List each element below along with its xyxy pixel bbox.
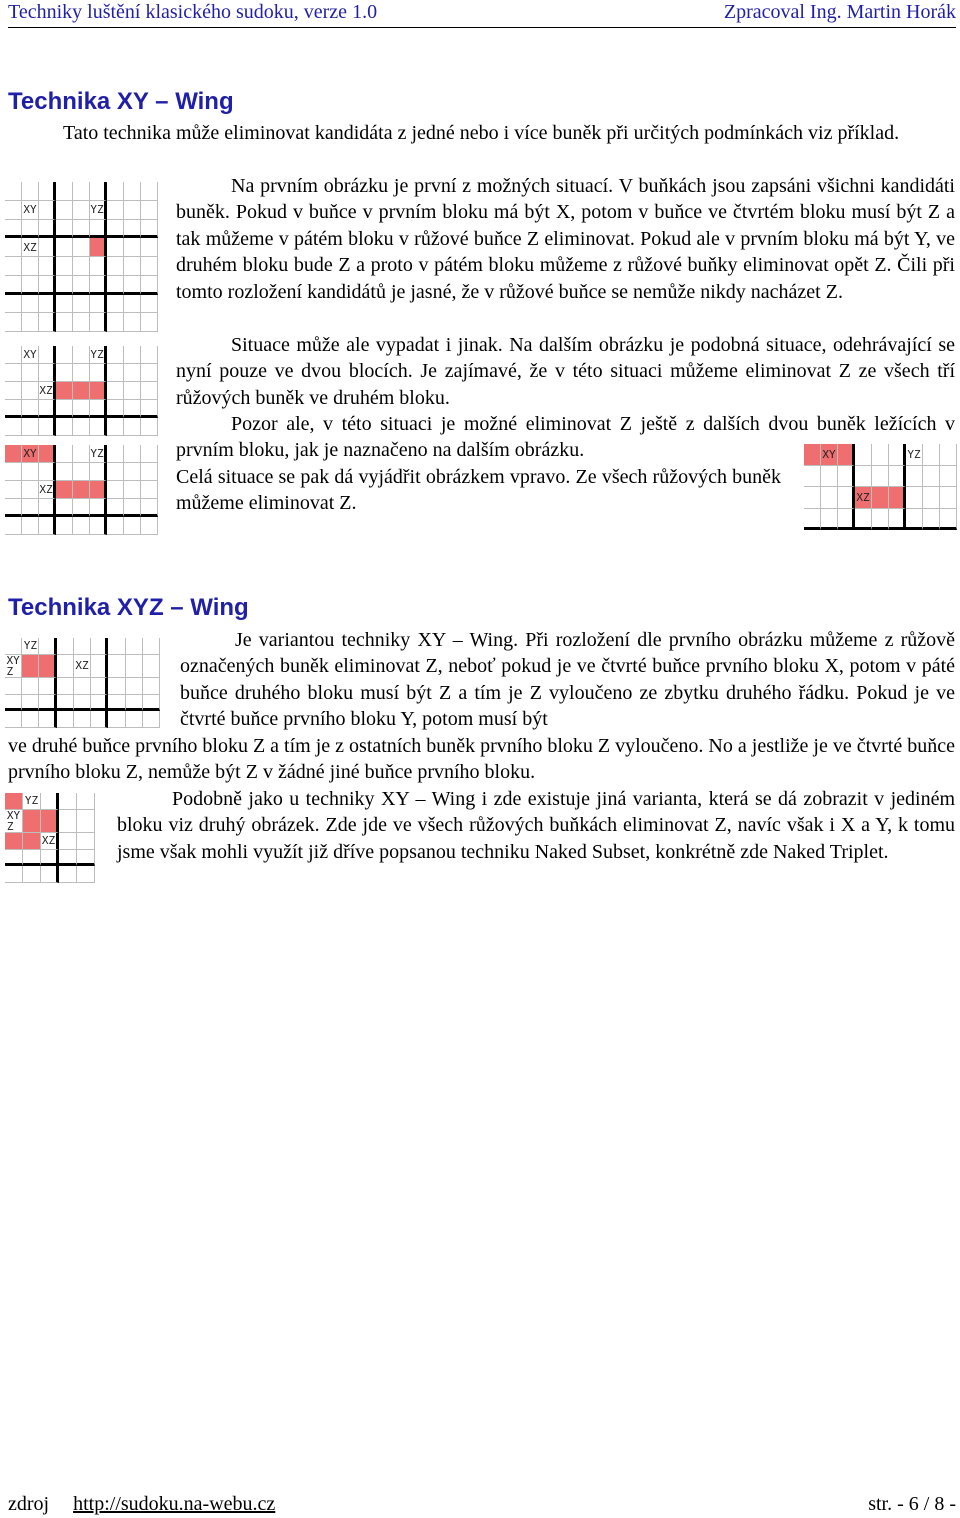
xyz-wing-paragraph-1a: Je variantou techniky XY – Wing. Při rozložení dle prvního obrázku můžeme z růžově označených buněk eliminovat Z, neboť pokud je ve čtvrté buňce prvního bloku X, potom v páté buňce druhého bloku musí být Z a tím je Z vyloučeno ze zbytku druhého řádku. Pokud je ve čtvrté buňce prvního bloku Y, potom musí být (180, 629, 955, 731)
grid-cell (906, 509, 923, 531)
grid-cell (90, 220, 107, 239)
grid-cell (143, 638, 160, 655)
grid-cell (59, 833, 77, 850)
grid-cell (91, 711, 108, 728)
grid-cell (141, 463, 158, 481)
grid-cell (124, 445, 141, 463)
grid-cell (124, 182, 141, 201)
grid-cell (5, 400, 22, 418)
grid-cell (22, 295, 39, 314)
grid-cell (39, 463, 56, 481)
grid-cell (77, 833, 95, 850)
grid-cell (141, 445, 158, 463)
grid-cell (940, 509, 957, 531)
grid-cell (838, 487, 855, 509)
grid-cell (90, 418, 107, 436)
grid-cell (39, 182, 56, 201)
grid-cell (855, 466, 872, 488)
highlighted-cell (39, 445, 56, 463)
grid-cell (906, 487, 923, 509)
grid-cell (41, 866, 59, 883)
grid-cell (57, 695, 74, 712)
grid-cell (906, 466, 923, 488)
grid-cell (59, 850, 77, 867)
sudoku-grid (5, 182, 158, 332)
grid-cell (5, 382, 22, 400)
grid-cell (39, 346, 56, 364)
grid-cell (141, 201, 158, 220)
grid-cell (124, 400, 141, 418)
grid-cell (804, 509, 821, 531)
highlighted-cell (90, 481, 107, 499)
grid-cell (141, 295, 158, 314)
grid-cell (59, 866, 77, 883)
grid-cell (73, 238, 90, 257)
grid-cell (77, 810, 95, 833)
grid-cell (5, 238, 22, 257)
sudoku-grid (5, 793, 95, 883)
grid-cell (56, 238, 73, 257)
grid-cell (108, 638, 125, 655)
grid-cell (5, 638, 22, 655)
grid-cell (56, 364, 73, 382)
grid-cell (91, 695, 108, 712)
grid-cell (108, 695, 125, 712)
grid-cell (821, 466, 838, 488)
grid-cell (5, 463, 22, 481)
grid-cell (73, 346, 90, 364)
grid-cell (923, 466, 940, 488)
grid-cell (73, 182, 90, 201)
grid-cell (124, 220, 141, 239)
grid-cell (56, 517, 73, 535)
grid-cell (39, 364, 56, 382)
header-author: Zpracoval Ing. Martin Horák (723, 1, 956, 23)
grid-cell (107, 481, 124, 499)
highlighted-cell (90, 382, 107, 400)
grid-cell (22, 400, 39, 418)
grid-cell (141, 276, 158, 295)
grid-cell (855, 509, 872, 531)
grid-cell (124, 257, 141, 276)
grid-cell (39, 695, 56, 712)
grid-cell (22, 499, 39, 517)
grid-cell (141, 182, 158, 201)
grid-cell (124, 463, 141, 481)
grid-cell (108, 711, 125, 728)
grid-cell (107, 463, 124, 481)
grid-cell (5, 313, 22, 332)
grid-cell (39, 711, 56, 728)
grid-cell (923, 509, 940, 531)
grid-cell (940, 487, 957, 509)
grid-cell (107, 220, 124, 239)
candidate-cell: YZ (90, 445, 107, 463)
grid-cell (141, 313, 158, 332)
candidate-cell: XY Z (5, 655, 22, 678)
grid-cell (91, 678, 108, 695)
highlighted-cell (23, 810, 41, 833)
grid-cell (124, 295, 141, 314)
candidate-cell: YZ (90, 346, 107, 364)
grid-cell (39, 276, 56, 295)
highlighted-cell (41, 810, 59, 833)
grid-cell (73, 517, 90, 535)
highlighted-cell (5, 793, 23, 810)
grid-cell (73, 295, 90, 314)
grid-cell (872, 466, 889, 488)
grid-cell (77, 793, 95, 810)
grid-cell (124, 238, 141, 257)
xyz-wing-paragraph-1b: ve druhé buňce prvního bloku Z a tím je z ostatních buněk prvního bloku Z vyloučeno. No a jestliže je ve čtvrté buňce prvního bloku Z, nemůže být Z v žádné jiné buňce prvního bloku. (8, 735, 955, 784)
grid-cell (107, 517, 124, 535)
sudoku-grid (5, 445, 158, 535)
grid-cell (39, 418, 56, 436)
grid-cell (5, 695, 22, 712)
grid-cell (90, 313, 107, 332)
grid-cell (838, 509, 855, 531)
grid-cell (5, 418, 22, 436)
grid-cell (143, 678, 160, 695)
grid-cell (56, 445, 73, 463)
grid-cell (56, 400, 73, 418)
grid-cell (107, 346, 124, 364)
candidate-cell: XY (22, 346, 39, 364)
grid-cell (74, 711, 91, 728)
grid-cell (124, 418, 141, 436)
grid-cell (91, 638, 108, 655)
grid-cell (56, 463, 73, 481)
grid-cell (59, 793, 77, 810)
candidate-cell: XY (22, 201, 39, 220)
sudoku-grid (5, 638, 160, 728)
footer-page-number: str. - 6 / 8 - (868, 1493, 956, 1515)
grid-cell (22, 517, 39, 535)
grid-cell (90, 400, 107, 418)
grid-cell (141, 238, 158, 257)
grid-cell (5, 182, 22, 201)
grid-cell (141, 382, 158, 400)
grid-cell (126, 655, 143, 678)
grid-cell (124, 499, 141, 517)
grid-cell (107, 382, 124, 400)
grid-cell (56, 257, 73, 276)
grid-cell (73, 276, 90, 295)
grid-cell (56, 418, 73, 436)
grid-cell (5, 678, 22, 695)
highlighted-cell (22, 655, 39, 678)
grid-cell (23, 866, 41, 883)
grid-cell (141, 220, 158, 239)
grid-cell (126, 638, 143, 655)
grid-cell (77, 850, 95, 867)
grid-cell (940, 466, 957, 488)
grid-cell (108, 655, 125, 678)
grid-cell (57, 711, 74, 728)
grid-cell (141, 499, 158, 517)
grid-cell (39, 313, 56, 332)
grid-cell (73, 445, 90, 463)
highlighted-cell (56, 382, 73, 400)
grid-cell (143, 711, 160, 728)
candidate-cell: XY (821, 444, 838, 466)
grid-cell (74, 695, 91, 712)
grid-cell (73, 364, 90, 382)
grid-cell (107, 182, 124, 201)
grid-cell (124, 481, 141, 499)
grid-cell (107, 238, 124, 257)
grid-cell (74, 638, 91, 655)
grid-cell (5, 364, 22, 382)
xy-wing-paragraph-2: Na prvním obrázku je první z možných situací. V buňkách jsou zapsáni všichni kandidáti buněk. Pokud v buňce v prvním bloku má být X, potom v buňce ve čtvrtém bloku musí být Z a tak můžeme v pátém bloku v růžové buňce Z eliminovat. Pokud ale v prvním bloku má být Y, ve druhém bloku bude Z a proto v pátém bloku můžeme z růžové buňky eliminovat opět Z. Čili při tomto rozložení kandidátů je jasné, že v růžové buňce se nemůže nikdy nacházet Z. (176, 175, 955, 303)
grid-cell (91, 655, 108, 678)
grid-cell (5, 711, 22, 728)
grid-cell (5, 257, 22, 276)
candidate-cell: YZ (23, 793, 41, 810)
grid-cell (804, 487, 821, 509)
sudoku-grid (5, 346, 158, 436)
grid-cell (889, 466, 906, 488)
grid-cell (73, 257, 90, 276)
xy-wing-paragraph-4: Pozor ale, v této situaci je možné eliminovat Z ještě z dalších dvou buněk ležících v prvním bloku, jak je naznačeno na dalším obrázku. (176, 413, 955, 462)
grid-cell (22, 364, 39, 382)
grid-cell (56, 220, 73, 239)
highlighted-cell (23, 833, 41, 850)
grid-cell (22, 678, 39, 695)
grid-cell (5, 866, 23, 883)
highlighted-cell (5, 833, 23, 850)
grid-cell (107, 445, 124, 463)
grid-cell (39, 220, 56, 239)
grid-cell (5, 220, 22, 239)
grid-cell (22, 276, 39, 295)
footer-source-label: zdroj (8, 1493, 50, 1515)
grid-cell (73, 418, 90, 436)
section-title-xy-wing: Technika XY – Wing (8, 88, 234, 115)
grid-cell (124, 346, 141, 364)
grid-cell (923, 487, 940, 509)
highlighted-cell (56, 481, 73, 499)
candidate-cell: XZ (855, 487, 872, 509)
grid-cell (57, 655, 74, 678)
grid-cell (5, 295, 22, 314)
grid-cell (56, 346, 73, 364)
grid-cell (141, 418, 158, 436)
grid-cell (22, 313, 39, 332)
xy-wing-paragraph-5: Celá situace se pak dá vyjádřit obrázkem vpravo. Ze všech růžových buněk můžeme eliminovat Z. (176, 466, 781, 515)
candidate-cell: XZ (41, 833, 59, 850)
grid-cell (90, 463, 107, 481)
highlighted-cell (90, 238, 107, 257)
footer-source-link[interactable]: http://sudoku.na-webu.cz (73, 1493, 276, 1515)
grid-cell (57, 678, 74, 695)
highlighted-cell (889, 487, 906, 509)
grid-cell (41, 793, 59, 810)
grid-cell (838, 466, 855, 488)
grid-cell (22, 382, 39, 400)
page-footer (8, 1492, 956, 1516)
highlighted-cell (73, 481, 90, 499)
grid-cell (804, 466, 821, 488)
grid-cell (5, 499, 22, 517)
grid-cell (22, 481, 39, 499)
grid-cell (39, 678, 56, 695)
grid-cell (107, 257, 124, 276)
grid-cell (141, 400, 158, 418)
grid-cell (90, 295, 107, 314)
xyz-wing-paragraph-2: Podobně jako u techniky XY – Wing i zde existuje jiná varianta, která se dá zobrazit v jediném bloku viz druhý obrázek. Zde jde ve všech růžových buňkách eliminovat Z, navíc však i X a Y, k tomu jsme však mohli využít již dříve popsanou techniku Naked Subset, konkrétně zde Naked Triplet. (117, 788, 955, 863)
grid-cell (22, 463, 39, 481)
candidate-cell: YZ (906, 444, 923, 466)
grid-cell (141, 517, 158, 535)
grid-cell (107, 313, 124, 332)
grid-cell (107, 201, 124, 220)
grid-cell (56, 313, 73, 332)
grid-cell (90, 257, 107, 276)
grid-cell (73, 499, 90, 517)
grid-cell (107, 295, 124, 314)
grid-cell (90, 517, 107, 535)
grid-cell (90, 182, 107, 201)
grid-cell (22, 418, 39, 436)
grid-cell (22, 695, 39, 712)
grid-cell (39, 638, 56, 655)
grid-cell (56, 499, 73, 517)
section-title-xyz-wing: Technika XYZ – Wing (8, 594, 249, 621)
grid-cell (108, 678, 125, 695)
grid-cell (39, 499, 56, 517)
grid-cell (23, 850, 41, 867)
grid-cell (77, 866, 95, 883)
candidate-cell: YZ (22, 638, 39, 655)
grid-cell (5, 201, 22, 220)
candidate-cell: XZ (22, 238, 39, 257)
highlighted-cell (73, 382, 90, 400)
candidate-cell: XY (22, 445, 39, 463)
grid-cell (124, 364, 141, 382)
grid-cell (39, 295, 56, 314)
grid-cell (57, 638, 74, 655)
grid-cell (107, 276, 124, 295)
grid-cell (5, 850, 23, 867)
header-document-title: Techniky luštění klasického sudoku, verze 1.0 (8, 1, 378, 23)
header-rule (8, 27, 956, 28)
grid-cell (124, 201, 141, 220)
grid-cell (56, 201, 73, 220)
page-header (8, 0, 956, 24)
grid-cell (90, 364, 107, 382)
grid-cell (39, 257, 56, 276)
candidate-cell: XZ (74, 655, 91, 678)
grid-cell (39, 201, 56, 220)
grid-cell (39, 400, 56, 418)
grid-cell (90, 499, 107, 517)
xy-wing-intro-paragraph: Tato technika může eliminovat kandidáta z jedné nebo i více buněk při určitých podmínkách viz příklad. (63, 122, 900, 144)
grid-cell (39, 238, 56, 257)
candidate-cell: XZ (39, 481, 56, 499)
grid-cell (821, 509, 838, 531)
grid-cell (124, 276, 141, 295)
grid-cell (22, 220, 39, 239)
grid-cell (124, 517, 141, 535)
grid-cell (59, 810, 77, 833)
highlighted-cell (872, 487, 889, 509)
grid-cell (126, 678, 143, 695)
xy-wing-paragraph-3: Situace může ale vypadat i jinak. Na dalším obrázku je podobná situace, odehrávající se nyní pouze ve dvou blocích. Je zajímavé, že v této situaci můžeme eliminovat Z ze všech tří růžových buněk ve druhém bloku. (176, 334, 955, 409)
candidate-cell: XZ (39, 382, 56, 400)
grid-cell (22, 711, 39, 728)
grid-cell (107, 418, 124, 436)
grid-cell (107, 400, 124, 418)
grid-cell (39, 517, 56, 535)
grid-cell (56, 182, 73, 201)
grid-cell (872, 509, 889, 531)
highlighted-cell (39, 655, 56, 678)
grid-cell (126, 711, 143, 728)
grid-cell (143, 695, 160, 712)
grid-cell (889, 509, 906, 531)
grid-cell (141, 257, 158, 276)
highlighted-cell (5, 445, 22, 463)
grid-cell (73, 220, 90, 239)
grid-cell (41, 850, 59, 867)
grid-cell (56, 276, 73, 295)
grid-cell (5, 276, 22, 295)
grid-cell (141, 481, 158, 499)
candidate-cell: XY Z (5, 810, 23, 833)
grid-cell (143, 655, 160, 678)
grid-cell (126, 695, 143, 712)
grid-cell (107, 364, 124, 382)
grid-cell (821, 487, 838, 509)
grid-cell (73, 313, 90, 332)
grid-cell (141, 346, 158, 364)
grid-cell (107, 499, 124, 517)
grid-cell (74, 678, 91, 695)
grid-cell (73, 400, 90, 418)
candidate-cell: YZ (90, 201, 107, 220)
grid-cell (124, 382, 141, 400)
grid-cell (22, 257, 39, 276)
grid-cell (141, 364, 158, 382)
grid-cell (22, 182, 39, 201)
grid-cell (90, 276, 107, 295)
grid-cell (5, 517, 22, 535)
grid-cell (56, 295, 73, 314)
grid-cell (73, 201, 90, 220)
grid-cell (73, 463, 90, 481)
grid-cell (5, 481, 22, 499)
grid-cell (5, 346, 22, 364)
grid-cell (124, 313, 141, 332)
